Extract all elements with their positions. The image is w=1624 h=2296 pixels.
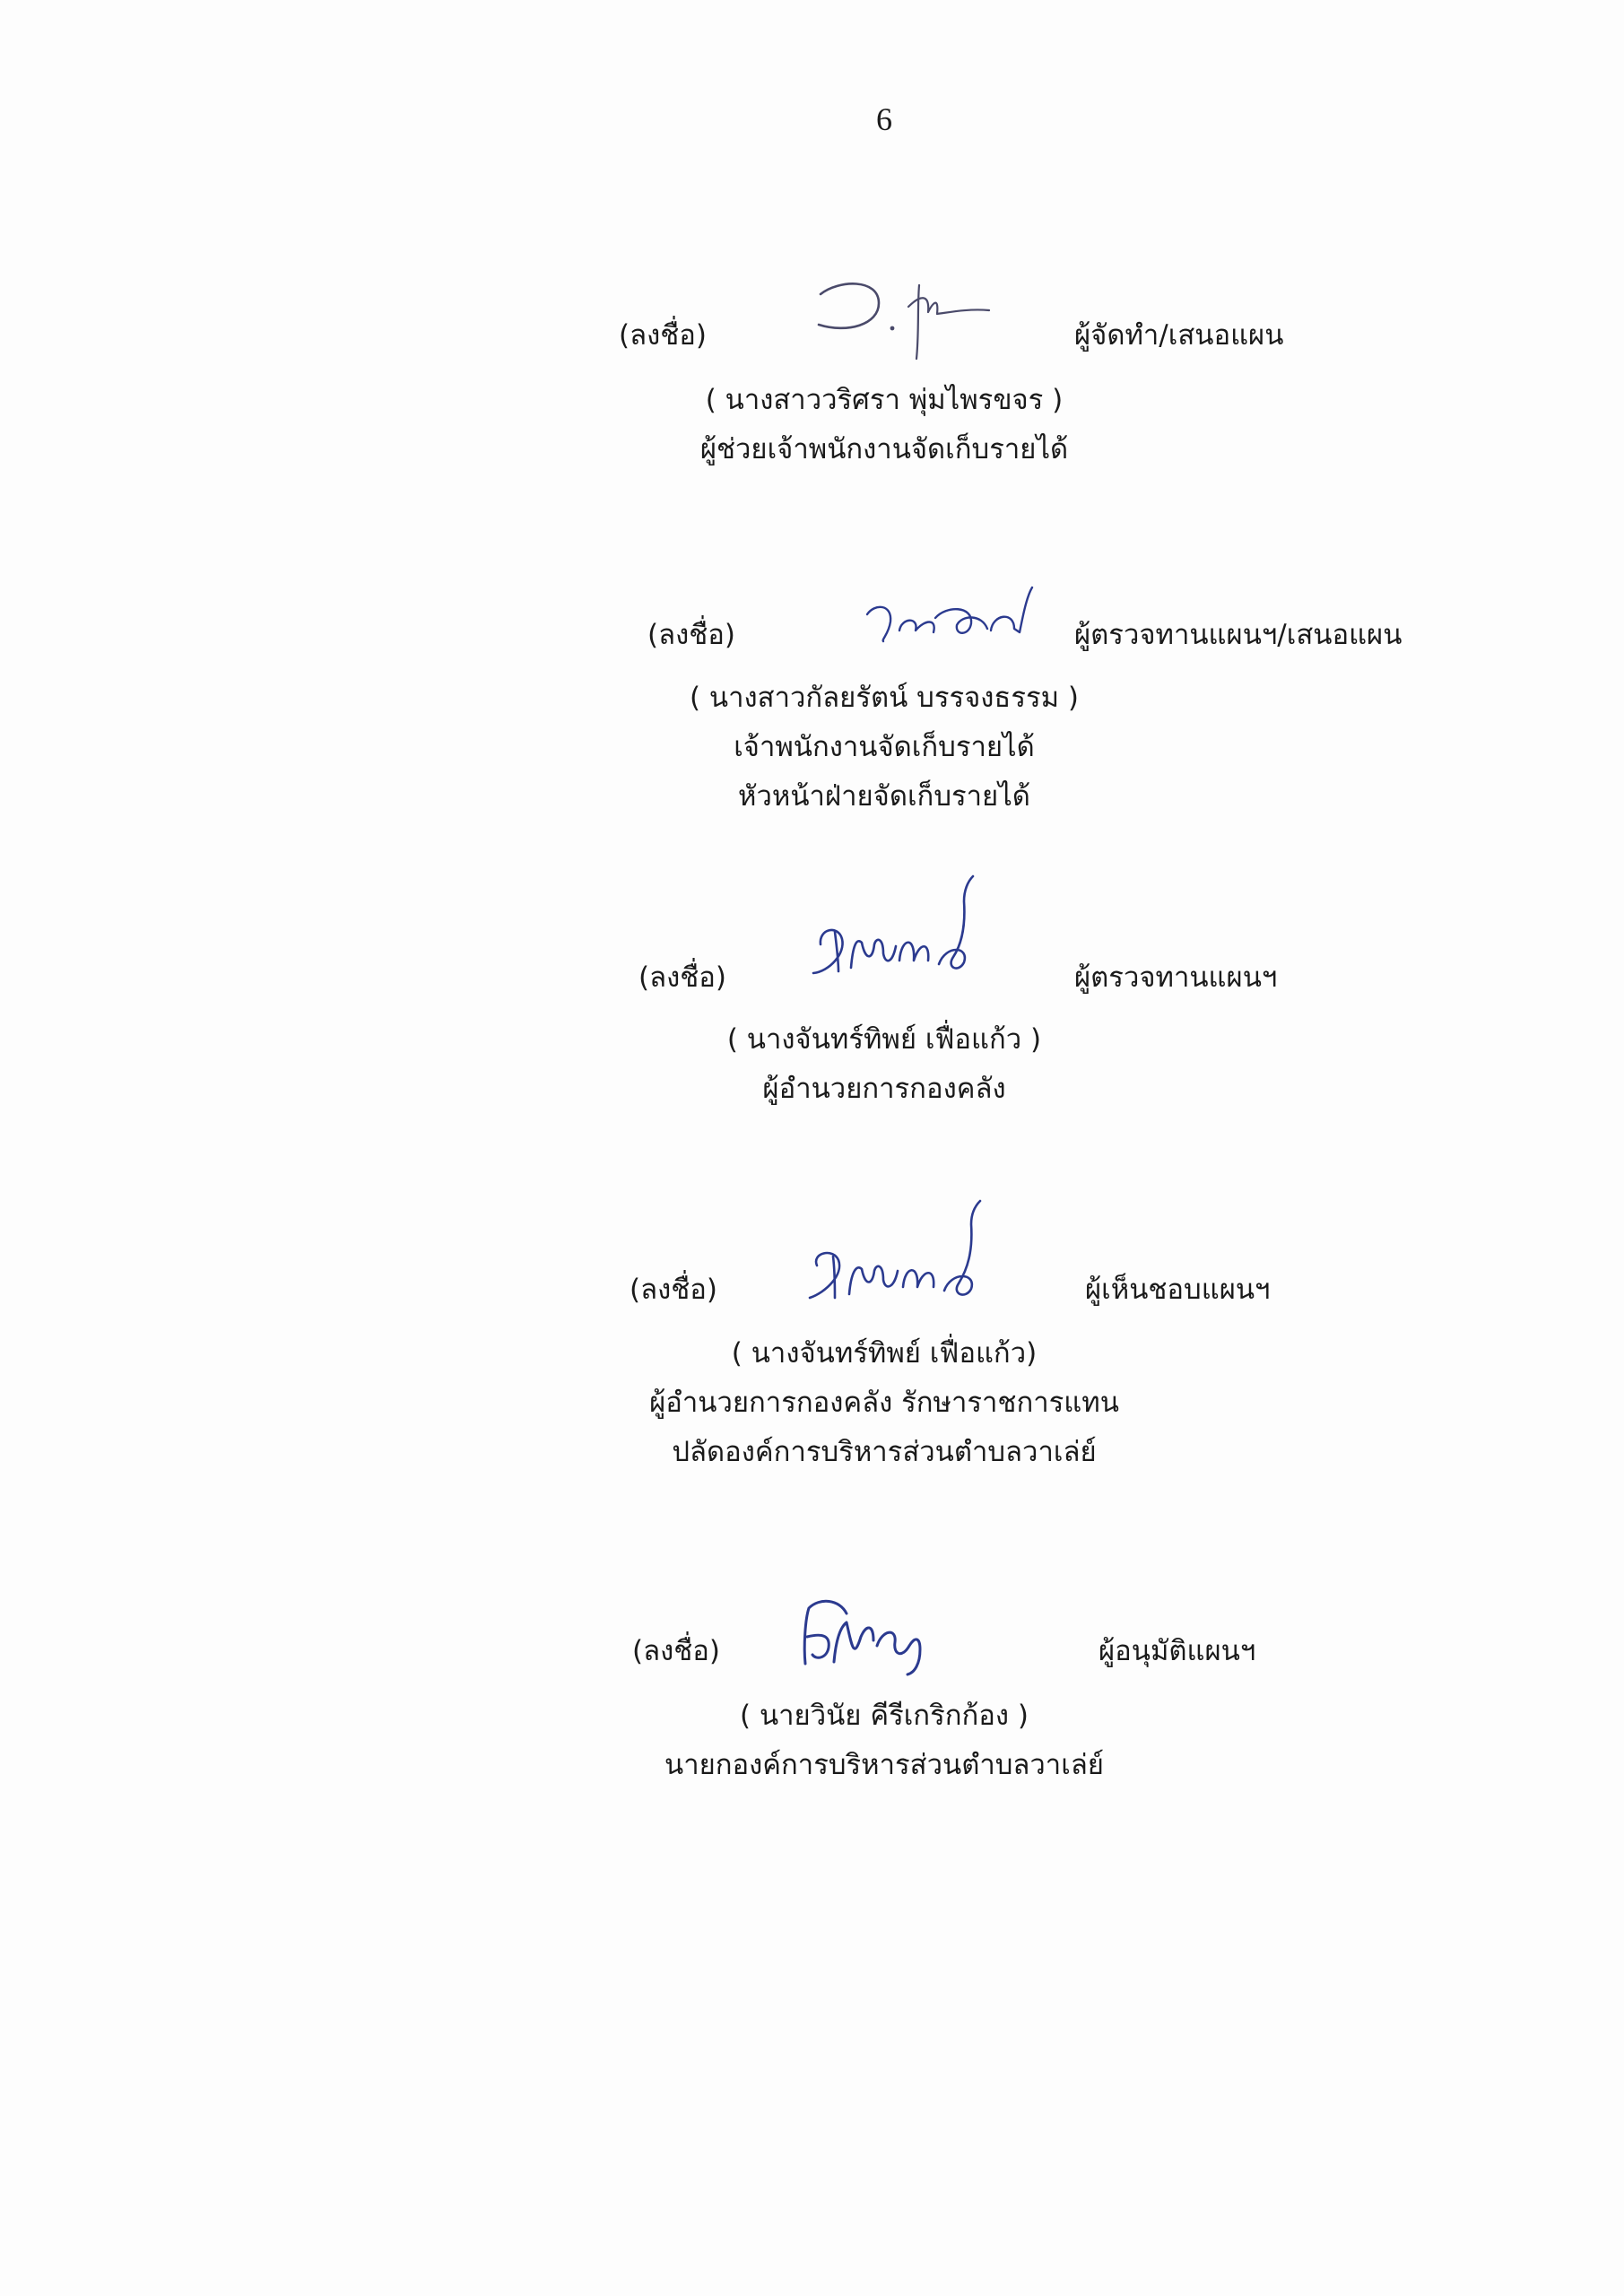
- signer-role: ผู้อนุมัติแผนฯ: [1099, 1635, 1256, 1667]
- signer-name: ( นางจันทร์ทิพย์ เฟื่อแก้ว ): [726, 1023, 1042, 1056]
- handwritten-signature: [794, 1197, 1009, 1318]
- signer-position: เจ้าพนักงานจัดเก็บรายได้: [734, 731, 1035, 763]
- signer-position: ปลัดองค์การบริหารส่วนตำบลวาเล่ย์: [672, 1436, 1097, 1468]
- signer-position: นายกองค์การบริหารส่วนตำบลวาเล่ย์: [664, 1749, 1104, 1781]
- handwritten-signature: [856, 578, 1036, 663]
- signer-name: ( นายวินัย คีรีเกริกก้อง ): [740, 1700, 1029, 1732]
- sign-label: (ลงชื่อ): [638, 961, 726, 994]
- signer-name: ( นางสาวกัลยรัตน์ บรรจงธรรม ): [689, 682, 1080, 714]
- signer-name: ( นางสาววริศรา พุ่มไพรขจร ): [705, 384, 1064, 416]
- handwritten-signature: [803, 874, 1000, 1004]
- signer-role: ผู้เห็นชอบแผนฯ: [1085, 1274, 1271, 1306]
- sign-label: (ลงชื่อ): [647, 619, 735, 651]
- handwritten-signature: [789, 1583, 942, 1685]
- signer-position: ผู้ช่วยเจ้าพนักงานจัดเก็บรายได้: [699, 433, 1069, 465]
- signer-role: ผู้ตรวจทานแผนฯ/เสนอแผน: [1074, 619, 1403, 651]
- sign-label: (ลงชื่อ): [632, 1635, 720, 1667]
- signer-position: ผู้อำนวยการกองคลัง: [762, 1073, 1006, 1105]
- signer-role: ผู้ตรวจทานแผนฯ: [1074, 961, 1278, 994]
- signer-name: ( นางจันทร์ทิพย์ เฟื่อแก้ว): [731, 1337, 1038, 1370]
- signer-position: หัวหน้าฝ่ายจัดเก็บรายได้: [738, 780, 1030, 813]
- signer-role: ผู้จัดทำ/เสนอแผน: [1074, 319, 1284, 352]
- sign-label: (ลงชื่อ): [619, 319, 707, 352]
- handwritten-signature: [803, 269, 1000, 371]
- signer-position: ผู้อำนวยการกองคลัง รักษาราชการแทน: [649, 1387, 1119, 1419]
- page-number: 6: [876, 101, 892, 137]
- sign-label: (ลงชื่อ): [630, 1274, 717, 1306]
